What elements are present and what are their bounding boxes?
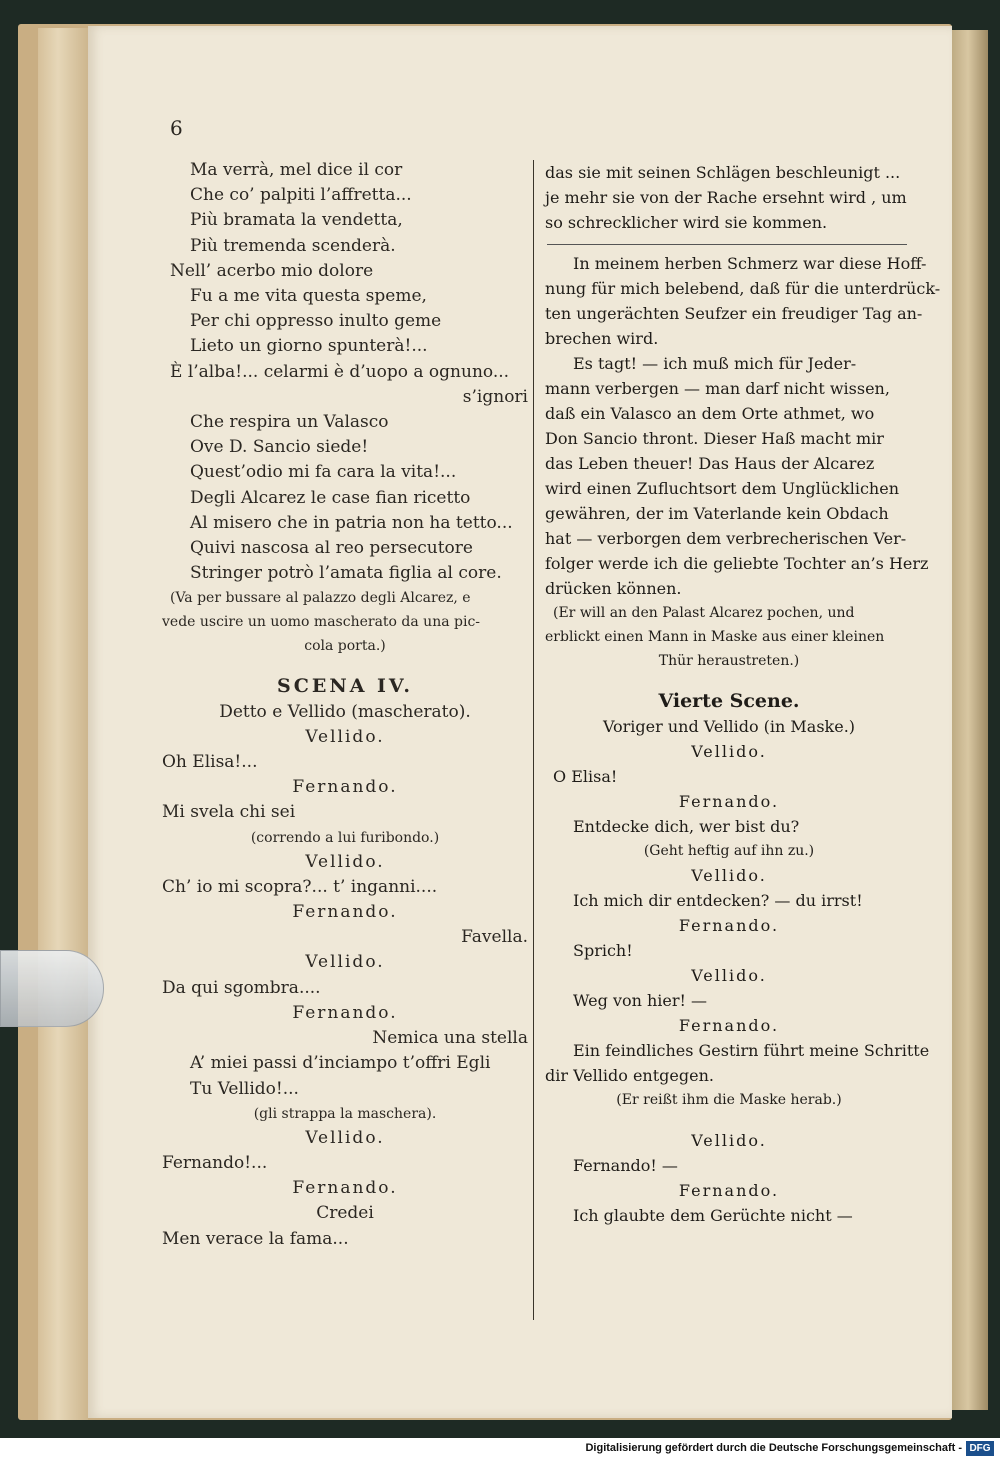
italian-line: Favella. (461, 927, 528, 948)
italian-line (162, 658, 528, 674)
german-line: Weg von hier! — (573, 991, 708, 1010)
german-line: das sie mit seinen Schlägen beschleunigt ... (545, 163, 901, 182)
italian-line: Degli Alcarez le case fian ricetto (190, 487, 471, 508)
italian-line: Fernando. (292, 1178, 398, 1199)
german-line: hat — verborgen dem verbrecherischen Ver- (545, 529, 907, 548)
italian-line: Ove D. Sancio siede! (190, 437, 369, 458)
german-line: Fernando! — (573, 1156, 678, 1175)
german-line: Fernando. (678, 916, 780, 935)
italian-line: Fernando!... (162, 1152, 268, 1173)
german-line: Vellido. (691, 742, 767, 761)
italian-line: Oh Elisa!... (162, 752, 258, 773)
italian-line: Vellido. (305, 726, 385, 747)
german-text-column (545, 160, 941, 1228)
italian-line: (Va per bussare al palazzo degli Alcarez, e (170, 590, 471, 607)
italian-line: Tu Vellido!... (190, 1078, 299, 1099)
german-line: drücken können. (545, 579, 682, 598)
german-line: Sprich! (573, 941, 633, 960)
german-line: O Elisa! (553, 767, 618, 786)
italian-line: s’ignori (462, 386, 528, 407)
german-line: Don Sancio thront. Dieser Haß macht mir (545, 429, 884, 448)
italian-line: Vellido. (305, 952, 385, 973)
footer-credit: Digitalisierung gefördert durch die Deutsche Forschungsgemeinschaft - (585, 1442, 962, 1454)
german-line (545, 1112, 913, 1128)
german-line (545, 673, 913, 689)
italian-line: Men verace la fama... (162, 1228, 349, 1249)
german-line: Ich mich dir entdecken? — du irrst! (573, 891, 863, 910)
german-line: Vellido. (691, 1131, 767, 1150)
german-line: Fernando. (678, 1181, 780, 1200)
german-line: brechen wird. (545, 329, 659, 348)
italian-line: Mi svela chi sei (162, 802, 296, 823)
german-line: (Er will an den Palast Alcarez pochen, und (553, 605, 855, 621)
german-line: erblickt einen Mann in Maske aus einer kleinen (545, 629, 885, 645)
page-number: 6 (170, 116, 183, 140)
italian-line: Credei (316, 1203, 374, 1224)
german-line: mann verbergen — man darf nicht wissen, (545, 379, 890, 398)
german-line: gewähren, der im Vaterlande kein Obdach (545, 504, 889, 523)
footer-bar (0, 1438, 1000, 1461)
german-line: nung für mich belebend, daß für die unterdrück- (545, 279, 941, 298)
italian-line: cola porta.) (304, 638, 386, 655)
italian-line: Vellido. (305, 851, 385, 872)
german-line: Vierte Scene. (658, 690, 800, 712)
italian-line: Fernando. (292, 1002, 398, 1023)
german-line: Fernando. (678, 1016, 780, 1035)
german-line: Vellido. (691, 866, 767, 885)
italian-line: Più tremenda scenderà. (190, 235, 396, 256)
italian-line: Più bramata la vendetta, (190, 210, 403, 231)
german-line: so schrecklicher wird sie kommen. (545, 213, 828, 232)
german-line (545, 235, 913, 251)
page-stack-edge (38, 28, 88, 1420)
italian-line: Detto e Vellido (mascherato). (219, 701, 471, 722)
german-line: In meinem herben Schmerz war diese Hoff- (573, 254, 927, 273)
german-line: (Er reißt ihm die Maske herab.) (616, 1092, 842, 1108)
german-line: Ich glaubte dem Gerüchte nicht — (573, 1206, 853, 1225)
italian-line: Al misero che in patria non ha tetto... (190, 512, 513, 533)
german-line: dir Vellido entgegen. (545, 1066, 714, 1085)
italian-line: Quivi nascosa al reo persecutore (190, 538, 473, 559)
italian-line: Ch’ io mi scopra?... t’ inganni.... (162, 876, 438, 897)
german-line: Ein feindliches Gestirn führt meine Schritte (573, 1041, 930, 1060)
german-line: Vellido. (691, 966, 767, 985)
german-line: Thür heraustreten.) (658, 653, 800, 669)
italian-line: Da qui sgombra.... (162, 977, 321, 998)
german-line: Fernando. (678, 792, 780, 811)
german-line: wird einen Zufluchtsort dem Unglücklichen (545, 479, 899, 498)
italian-line: Per chi oppresso inulto geme (190, 311, 442, 332)
italian-line: SCENA IV. (277, 675, 413, 698)
german-line: daß ein Valasco an dem Orte athmet, wo (545, 404, 875, 423)
right-page-edge (948, 30, 988, 1410)
italian-line: Ma verrà, mel dice il cor (190, 160, 403, 180)
column-divider (533, 160, 534, 1320)
italian-line: Fernando. (292, 902, 398, 923)
italian-line: Lieto un giorno spunterà!... (190, 336, 428, 357)
italian-line: Che respira un Valasco (190, 412, 389, 433)
german-line: das Leben theuer! Das Haus der Alcarez (545, 454, 875, 473)
italian-line: Nemica una stella (372, 1028, 528, 1049)
italian-line: Vellido. (305, 1127, 385, 1148)
italian-line: A’ miei passi d’inciampo t’offri Egli (190, 1053, 491, 1074)
italian-line: È l’alba!... celarmi è d’uopo a ognuno... (170, 361, 510, 382)
german-line: Entdecke dich, wer bist du? (573, 817, 800, 836)
italian-line: vede uscire un uomo mascherato da una pic- (162, 614, 481, 631)
italian-line: (gli strappa la maschera). (253, 1105, 437, 1122)
german-line: Voriger und Vellido (in Maske.) (602, 717, 856, 736)
italian-line: (correndo a lui furibondo.) (250, 829, 440, 846)
dfg-logo: DFG (966, 1441, 994, 1456)
german-line: je mehr sie von der Rache ersehnt wird , um (545, 188, 907, 207)
italian-line: Che co’ palpiti l’affretta... (190, 185, 412, 206)
german-line: ten ungerächten Seufzer ein freudiger Tag an- (545, 304, 923, 323)
german-line: Es tagt! — ich muß mich für Jeder- (573, 354, 857, 373)
italian-text-column (162, 158, 528, 1252)
german-line: folger werde ich die geliebte Tochter an’s Herz (545, 554, 929, 573)
italian-line: Fu a me vita questa speme, (190, 286, 427, 307)
italian-line: Stringer potrò l’amata figlia al core. (190, 563, 502, 584)
italian-line: Quest’odio mi fa cara la vita!... (190, 462, 457, 483)
german-line: (Geht heftig auf ihn zu.) (643, 843, 815, 859)
italian-line: Fernando. (292, 777, 398, 798)
italian-line: Nell’ acerbo mio dolore (170, 260, 374, 281)
page-clip (0, 950, 104, 1027)
